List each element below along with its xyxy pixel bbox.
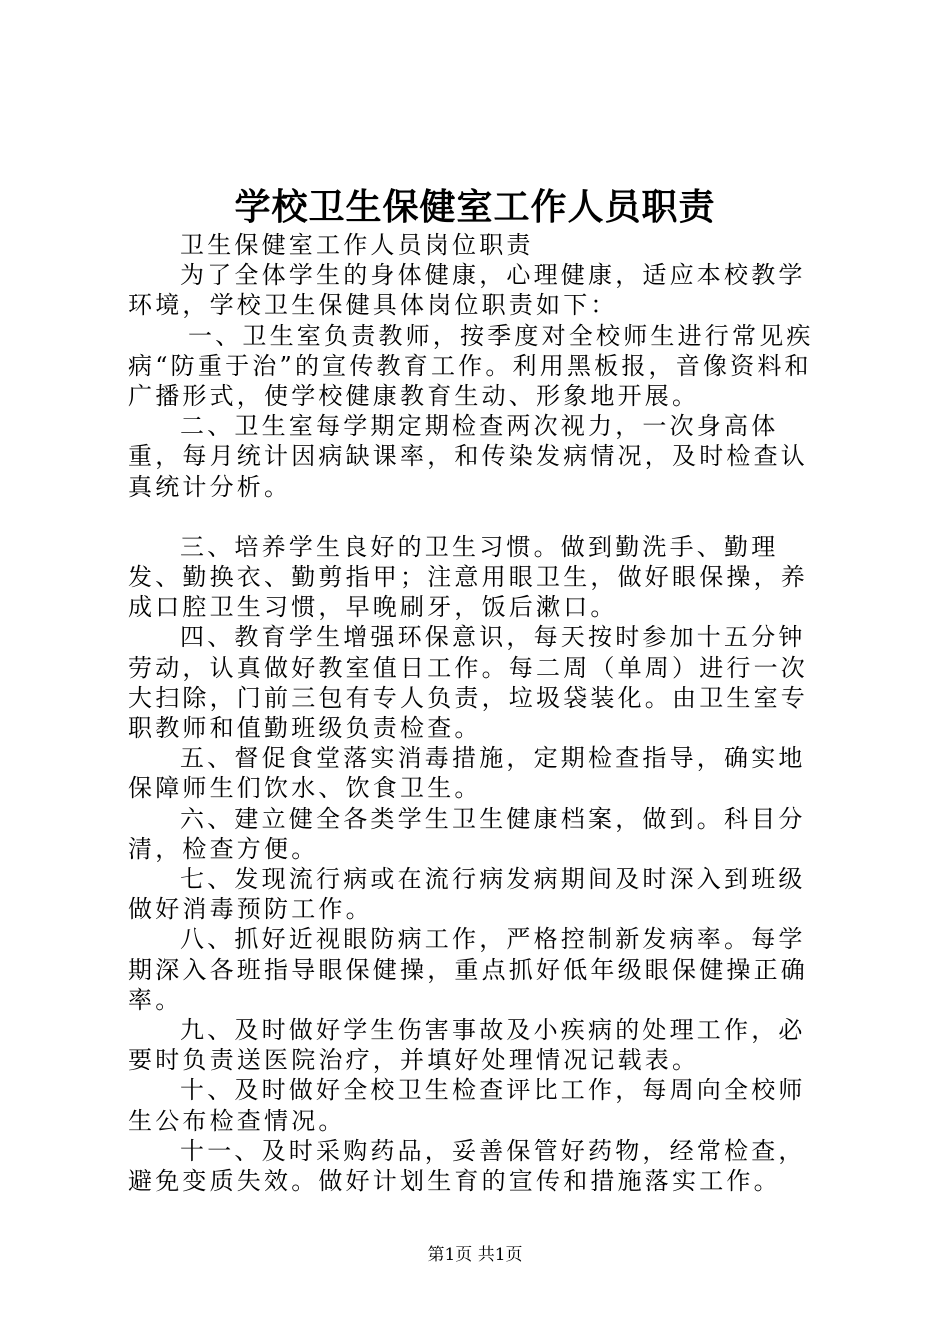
paragraph-item-11: 十一、及时采购药品，妥善保管好药物，经常检查，避免变质失效。做好计划生育的宣传和措施落实工作。 — [128, 1136, 806, 1196]
page-footer: 第1页 共1页 — [427, 1245, 523, 1265]
paragraph-item-2: 二、卫生室每学期定期检查两次视力，一次身高体重，每月统计因病缺课率，和传染发病情况，及时检查认真统计分析。 — [128, 412, 808, 501]
paragraph-item-7: 七、发现流行病或在流行病发病期间及时深入到班级做好消毒预防工作。 — [128, 865, 806, 924]
paragraph-item-9: 九、及时做好学生伤害事故及小疾病的处理工作，必要时负责送医院治疗，并填好处理情况记载表。 — [128, 1016, 806, 1075]
paragraph-item-5: 五、督促食堂落实消毒措施，定期检查指导，确实地保障师生们饮水、饮食卫生。 — [128, 744, 806, 803]
paragraph-item-4: 四、教育学生增强环保意识，每天按时参加十五分钟劳动，认真做好教室值日工作。每二周（单周）进行一次大扫除，门前三包有专人负责，垃圾袋装化。由卫生室专职教师和值勤班级负责检查。 — [128, 623, 808, 743]
paragraph-item-8: 八、抓好近视眼防病工作，严格控制新发病率。每学期深入各班指导眼保健操，重点抓好低年级眼保健操正确率。 — [128, 925, 808, 1014]
paragraph-intro: 为了全体学生的身体健康，心理健康，适应本校教学环境，学校卫生保健具体岗位职责如下： — [128, 261, 806, 320]
blank-line — [128, 502, 830, 532]
paragraph-item-1: 一、卫生室负责教师，按季度对全校师生进行常见疾病“防重于治”的宣传教育工作。利用黑板报，音像资料和广播形式，使学校健康教育生动、形象地开展。 — [128, 321, 814, 411]
paragraph-item-10: 十、及时做好全校卫生检查评比工作，每周向全校师生公布检查情况。 — [128, 1076, 806, 1135]
paragraph-item-3: 三、培养学生良好的卫生习惯。做到勤洗手、勤理发、勤换衣、勤剪指甲；注意用眼卫生，做好眼保操，养成口腔卫生习惯，早晚刷牙，饭后漱口。 — [128, 532, 808, 622]
document-body — [128, 230, 830, 1196]
paragraph-subtitle: 卫生保健室工作人员岗位职责 — [180, 231, 534, 259]
paragraph-item-6: 六、建立健全各类学生卫生健康档案，做到。科目分清，检查方便。 — [128, 804, 806, 863]
document-title: 学校卫生保健室工作人员职责 — [234, 186, 716, 228]
